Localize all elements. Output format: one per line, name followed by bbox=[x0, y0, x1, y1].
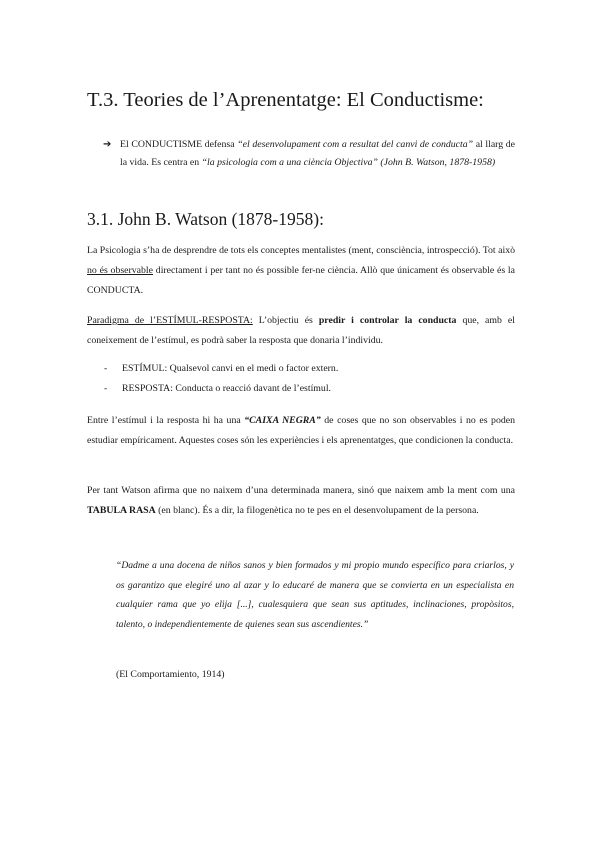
intro-author: (John B. Watson, 1878-1958) bbox=[377, 157, 496, 168]
bold-text: predir i controlar la conducta bbox=[318, 315, 457, 326]
arrow-icon: ➔ bbox=[103, 139, 112, 150]
intro-part: al llarg de la vida. Es centra en bbox=[120, 139, 515, 168]
dash-marker: - bbox=[104, 383, 108, 394]
list-item-text: RESPOSTA: Conducta o reacció davant de l’estímul. bbox=[122, 383, 331, 394]
intro-part: El bbox=[120, 139, 132, 150]
section-heading: 3.1. John B. Watson (1878-1958): bbox=[87, 209, 324, 229]
paragraph-paradigm bbox=[87, 311, 515, 351]
paragraph-text: de coses que no son observables i no es poden estudiar empíricament. Aquestes coses són les experiències i els aprenentatges, que condicionen la conducta. bbox=[87, 415, 515, 446]
paragraph-text: que, amb el coneixement de l’estímul, es podrà saber la resposta que donaria l’individu. bbox=[87, 315, 515, 346]
intro-part: defensa bbox=[202, 139, 238, 150]
watson-quote: “Dadme a una docena de niños sanos y bien formados y mi propio mundo específico para criarlos, y os garantizo que elegiré uno al azar y lo educaré de manera que se convierta en un especialista en cualquier rama que yo elija [...], cualesquiera que sean sus aptitudes, inclinaciones, propòsitos, talento, o independientemente de quienes sean sus ascendientes.” bbox=[116, 560, 514, 630]
list-item bbox=[104, 379, 514, 399]
paragraph-text: (en blanc). És a dir, la filogenètica no te pes en el desenvolupament de la persona. bbox=[155, 505, 479, 516]
quote-citation: (El Comportamiento, 1914) bbox=[116, 669, 225, 680]
paragraph-tabula-rasa bbox=[87, 481, 515, 521]
intro-quote: “la psicologia com a una ciència Objectiva” bbox=[201, 157, 378, 168]
paragraph-text: La Psicologia s’ha de desprendre de tots els conceptes mentalistes (ment, consciència, introspecció). Tot això bbox=[87, 245, 515, 256]
paragraph-text: Entre l’estímul i la resposta hi ha una bbox=[87, 415, 245, 426]
paragraph-black-box bbox=[87, 411, 515, 451]
intro-quote: “el desenvolupament com a resultat del canvi de conducta” bbox=[237, 139, 474, 150]
paragraph-text: directament i per tant no és possible fer-ne ciència. Allò que únicament és observable és la CONDUCTA. bbox=[87, 265, 515, 296]
underlined-text: no és observable bbox=[87, 265, 153, 276]
list-item-text: ESTÍMUL: Qualsevol canvi en el medi o factor extern. bbox=[122, 363, 339, 374]
paragraph-mentalism bbox=[87, 241, 515, 301]
document-title: T.3. Teories de l’Aprenentatge: El Conductisme: bbox=[87, 89, 484, 111]
intro-keyword: CONDUCTISME bbox=[131, 139, 203, 150]
definition-list bbox=[104, 359, 514, 399]
paradigm-label: Paradigma de l’ESTÍMUL-RESPOSTA: bbox=[87, 315, 253, 326]
list-item bbox=[104, 359, 514, 379]
intro-text bbox=[105, 136, 515, 172]
paragraph-text: Per tant Watson afirma que no naixem d’una determinada manera, sinó que naixem amb la ment com una bbox=[87, 485, 515, 496]
paragraph-text: L’objectiu és bbox=[252, 315, 319, 326]
black-box-term: “CAIXA NEGRA” bbox=[244, 415, 321, 426]
bold-text: TABULA RASA bbox=[87, 505, 156, 516]
intro-bullet bbox=[105, 136, 515, 172]
dash-marker: - bbox=[104, 363, 108, 374]
